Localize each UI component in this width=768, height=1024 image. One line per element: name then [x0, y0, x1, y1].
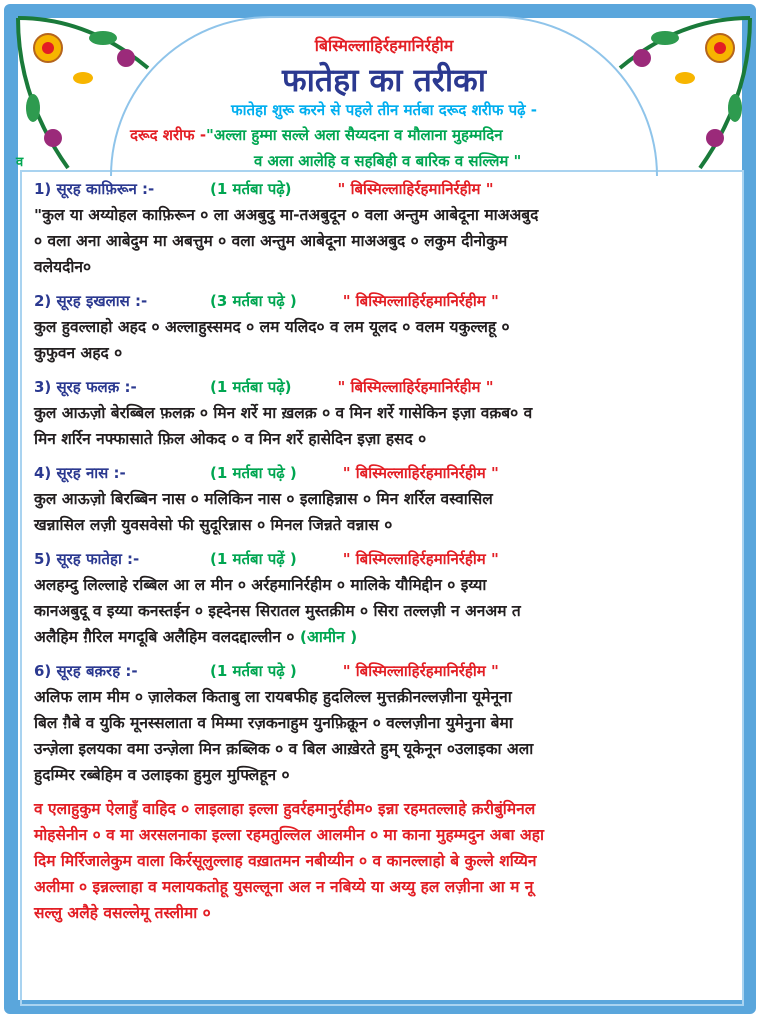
- sura-line: कुफुवन अहद ०: [34, 344, 123, 362]
- sura-text: [34, 572, 734, 650]
- sura-name: 2) सूरह इखलास :-: [34, 292, 148, 310]
- sura-name: 4) सूरह नास :-: [34, 464, 126, 482]
- recitation-count: (1 मर्तबा पढ़ें ): [210, 550, 297, 568]
- page-title: फातेहा का तरीका: [281, 61, 487, 99]
- sura-line: कानअबुदू व इय्या कनस्तईन ० इह्देनस सिरातल मुस्तक़ीम ० सिरा तल्लज़ी न अनअम त: [34, 602, 521, 620]
- sura-line: वलेयदीन०: [34, 258, 92, 276]
- sura-line: [34, 624, 734, 650]
- sura-line: कुल हुवल्लाहो अहद ० अल्लाहुस्समद ० लम यलिद० व लम यूलद ० वलम यकुल्लहू ०: [34, 318, 510, 336]
- sura-bismillah: " बिस्मिल्लाहिर्रहमानिर्रहीम ": [342, 292, 499, 310]
- sura-block: [34, 374, 734, 452]
- closing-line: मोहसेनीन ० व मा अरसलनाका इल्ला रहमतुल्लिल आलमीन ० मा काना मुहम्मदुन अबा अहा: [34, 826, 544, 844]
- instruction-text: फातेहा शुरू करने से पहले तीन मर्तबा दरूद शरीफ पढ़े -: [231, 101, 537, 119]
- sura-bismillah: " बिस्मिल्लाहिर्रहमानिर्रहीम ": [342, 662, 499, 680]
- sura-block: [34, 546, 734, 650]
- sura-bismillah: " बिस्मिल्लाहिर्रहमानिर्रहीम ": [337, 180, 494, 198]
- closing-dua: [34, 796, 734, 926]
- sura-text: [34, 202, 734, 280]
- sura-bismillah: " बिस्मिल्लाहिर्रहमानिर्रहीम ": [342, 464, 499, 482]
- sura-line: हुदम्मिर रब्बेहिम व उलाइका हुमुल मुफ्लिहून ०: [34, 766, 290, 784]
- sura-line: ० वला अना आबेदुम मा अबत्तुम ० वला अन्तुम आबेदूना माअअबुद ० लकुम दीनोकुम: [34, 232, 508, 250]
- sura-line: "कुल या अय्योहल काफ़िरून ० ला अअबुदु मा-तअबुदून ० वला अन्तुम आबेदूना माअअबुद: [34, 206, 539, 224]
- durood-shareef: [130, 122, 730, 174]
- durood-label: दरूद शरीफ -: [130, 126, 207, 144]
- sura-heading: [34, 176, 734, 202]
- sura-text: [34, 400, 734, 452]
- sura-block: [34, 288, 734, 366]
- sura-line: उन्ज़ेला इलयका वमा उन्ज़ेला मिन क़ब्लिक ० व बिल आख़ेरते हुम् यूकेनून ०उलाइका अला: [34, 740, 534, 758]
- sura-block: [34, 460, 734, 538]
- sura-line: बिल ग़ैबे व युकि मूनस्सलाता व मिम्मा रज़कनाहुम युनफ़िक़ून ० वल्लज़ीना युमेनुना बेमा: [34, 714, 513, 732]
- sura-block: [34, 658, 734, 788]
- sura-bismillah: " बिस्मिल्लाहिर्रहमानिर्रहीम ": [337, 378, 494, 396]
- sura-text: [34, 684, 734, 788]
- sura-heading: [34, 460, 734, 486]
- closing-line: सल्लु अलैहे वसल्लेमू तस्लीमा ०: [34, 904, 211, 922]
- sura-line: अलहम्दु लिल्लाहे रब्बिल आ ल मीन ० अर्रहमानिर्रहीम ० मालिके यौमिद्दीन ० इय्या: [34, 576, 487, 594]
- durood-line-1: "अल्ला हुम्मा सल्ले अला सैय्यदना व मौलाना मुहम्मदिन: [206, 126, 503, 144]
- bismillah-heading: बिस्मिल्लाहिर्रहमानिर्रहीम: [314, 36, 454, 55]
- sura-line: अलिफ लाम मीम ० ज़ालेकल किताबु ला रायबफीह हुदलिल्ल मुत्तक़ीनल्लज़ीना यूमेनूना: [34, 688, 512, 706]
- closing-line: अलीमा ० इन्नल्लाहा व मलायकतोहू युसल्लूना अल न नबिय्ये या अय्यु हल लज़ीना आ म नू: [34, 878, 534, 896]
- sura-name: 6) सूरह बक़रह :-: [34, 662, 138, 680]
- durood-line-2: व अला आलेहि व सहबिही व बारिक व सल्लिम ": [254, 152, 522, 170]
- amin-text: (आमीन ): [299, 628, 358, 646]
- sura-line: खन्नासिल लज़ी युवसवेसो फी सुदूरिन्नास ० मिनल जिन्नते वन्नास ०: [34, 516, 393, 534]
- sura-line-text: अलैहिम ग़ैरिल मगदूबि अलैहिम वलदद्दाल्लीन ०: [34, 628, 295, 646]
- sura-name: 3) सूरह फलक़ :-: [34, 378, 137, 396]
- recitation-count: (1 मर्तबा पढ़े ): [210, 464, 297, 482]
- sura-line: कुल आऊज़ो बेरब्बिल फ़लक़ ० मिन शर्रे मा ख़लक़ ० व मिन शर्रे गासेकिन इज़ा वक़ब० व: [34, 404, 533, 422]
- closing-line: दिम मिर्रिजालेकुम वाला किर्रसूलुल्लाह वख़ातमन नबीय्यीन ० व कानल्लाहो बे कुल्ले शय्यिन: [34, 852, 537, 870]
- sura-list: [34, 176, 734, 926]
- sura-heading: [34, 288, 734, 314]
- sura-heading: [34, 374, 734, 400]
- sura-text: [34, 486, 734, 538]
- sura-block: [34, 176, 734, 280]
- recitation-count: (1 मर्तबा पढ़े ): [210, 662, 297, 680]
- recitation-count: (1 मर्तबा पढ़े): [210, 378, 292, 396]
- sura-heading: [34, 546, 734, 572]
- sura-bismillah: " बिस्मिल्लाहिर्रहमानिर्रहीम ": [342, 550, 499, 568]
- recitation-count: (3 मर्तबा पढ़े ): [210, 292, 297, 310]
- closing-line: व एलाहुकुम ऐलाहुँ वाहिद ० लाइलाहा इल्ला हुवर्रहमानुर्रहीम० इन्ना रहमतल्लाहे क़रीबुंमिनल: [34, 800, 536, 818]
- sura-heading: [34, 658, 734, 684]
- sura-name: 5) सूरह फातेहा :-: [34, 550, 140, 568]
- sura-line: मिन शर्रिन नफ्फासाते फ़िल ओकद ० व मिन शर्रे हासेदिन इज़ा हसद ०: [34, 430, 427, 448]
- sura-line: कुल आऊज़ो बिरब्बिन नास ० मलिकिन नास ० इलाहिन्नास ० मिन शर्रिल वस्वासिल: [34, 490, 493, 508]
- side-letter: व: [16, 155, 24, 170]
- recitation-count: (1 मर्तबा पढ़े): [210, 180, 292, 198]
- sura-name: 1) सूरह काफ़िरून :-: [34, 180, 155, 198]
- sura-text: [34, 314, 734, 366]
